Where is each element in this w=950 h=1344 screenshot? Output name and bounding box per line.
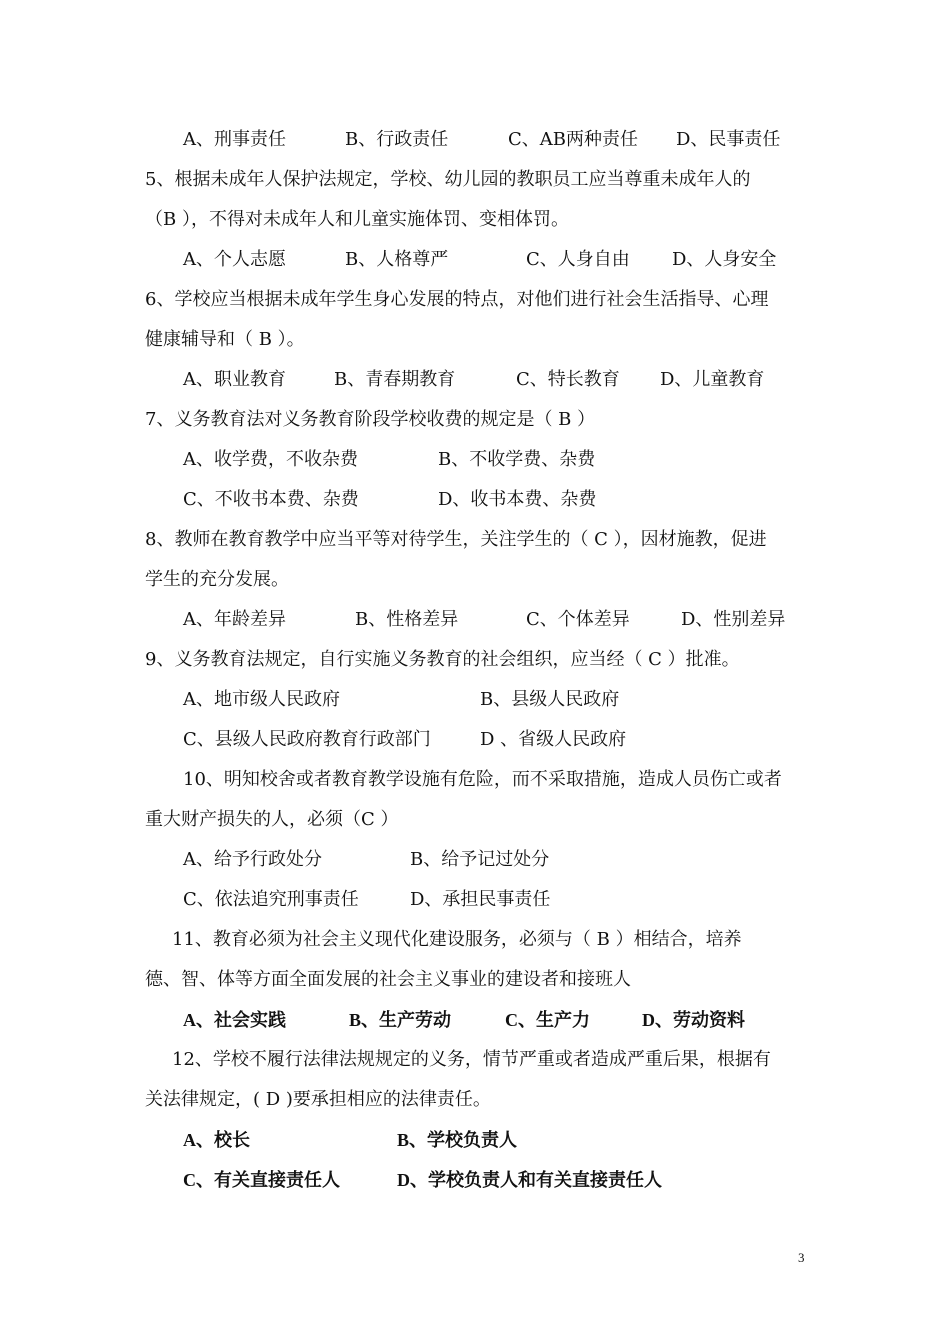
option-d: D 、省级人民政府 — [480, 729, 627, 750]
option-b: B、不收学费、杂费 — [438, 449, 596, 470]
question-9-text: 9、义务教育法规定，自行实施义务教育的社会组织，应当经（ C ）批准。 — [145, 649, 740, 670]
question-5-text-cont: （B ），不得对未成年人和儿童实施体罚、变相体罚。 — [145, 209, 569, 230]
option-b: B、行政责任 — [345, 129, 449, 150]
question-10-text: 10、明知校舍或者教育教学设施有危险，而不采取措施，造成人员伤亡或者 — [183, 769, 782, 790]
option-c: C、人身自由 — [526, 249, 630, 270]
option-d: D、收书本费、杂费 — [438, 489, 597, 510]
option-d: D、性别差异 — [681, 609, 786, 630]
option-c: C、县级人民政府教育行政部门 — [183, 729, 431, 750]
option-c: C、有关直接责任人 — [183, 1170, 340, 1190]
option-b: B、县级人民政府 — [480, 689, 620, 710]
option-a: A、刑事责任 — [183, 129, 286, 150]
option-d: D、人身安全 — [672, 249, 777, 270]
question-11-text-cont: 德、智、体等方面全面发展的社会主义事业的建设者和接班人 — [145, 969, 631, 990]
option-c: C、依法追究刑事责任 — [183, 889, 359, 910]
option-a: A、给予行政处分 — [183, 849, 322, 870]
option-c: C、AB两种责任 — [508, 129, 638, 150]
option-a: A、地市级人民政府 — [183, 689, 340, 710]
option-a: A、社会实践 — [183, 1010, 286, 1030]
option-b: B、人格尊严 — [345, 249, 449, 270]
option-b: B、性格差异 — [355, 609, 459, 630]
option-b: B、青春期教育 — [334, 369, 456, 390]
option-d: D、民事责任 — [676, 129, 781, 150]
question-8-text-cont: 学生的充分发展。 — [145, 569, 289, 590]
question-5-text: 5、根据未成年人保护法规定，学校、幼儿园的教职员工应当尊重未成年人的 — [145, 169, 751, 190]
option-b: B、生产劳动 — [349, 1010, 452, 1030]
option-a: A、校长 — [183, 1130, 250, 1150]
question-12-text: 12、学校不履行法律法规规定的义务，情节严重或者造成严重后果，根据有 — [172, 1049, 771, 1070]
question-6-text: 6、学校应当根据未成年学生身心发展的特点，对他们进行社会生活指导、心理 — [145, 289, 769, 310]
option-d: D、儿童教育 — [660, 369, 765, 390]
option-a: A、收学费，不收杂费 — [183, 449, 358, 470]
question-12-text-cont: 关法律规定，( D )要承担相应的法律责任。 — [145, 1089, 491, 1110]
question-7-text: 7、义务教育法对义务教育阶段学校收费的规定是（ B ） — [145, 409, 596, 430]
option-d: D、劳动资料 — [642, 1010, 745, 1030]
option-b: B、给予记过处分 — [410, 849, 550, 870]
option-b: B、学校负责人 — [397, 1130, 518, 1150]
option-c: C、不收书本费、杂费 — [183, 489, 359, 510]
option-a: A、个人志愿 — [183, 249, 286, 270]
question-8-text: 8、教师在教育教学中应当平等对待学生，关注学生的（ C ），因材施教，促进 — [145, 529, 767, 550]
option-c: C、生产力 — [505, 1010, 590, 1030]
option-c: C、个体差异 — [526, 609, 630, 630]
option-a: A、职业教育 — [183, 369, 286, 390]
question-6-text-cont: 健康辅导和（ B ）。 — [145, 329, 305, 350]
option-d: D、学校负责人和有关直接责任人 — [397, 1170, 662, 1190]
question-10-text-cont: 重大财产损失的人，必须（C ） — [145, 809, 399, 830]
page-number: 3 — [798, 1250, 805, 1265]
option-d: D、承担民事责任 — [410, 889, 551, 910]
question-11-text: 11、教育必须为社会主义现代化建设服务，必须与（ B ）相结合，培养 — [172, 929, 742, 950]
option-c: C、特长教育 — [516, 369, 620, 390]
option-a: A、年龄差异 — [183, 609, 286, 630]
